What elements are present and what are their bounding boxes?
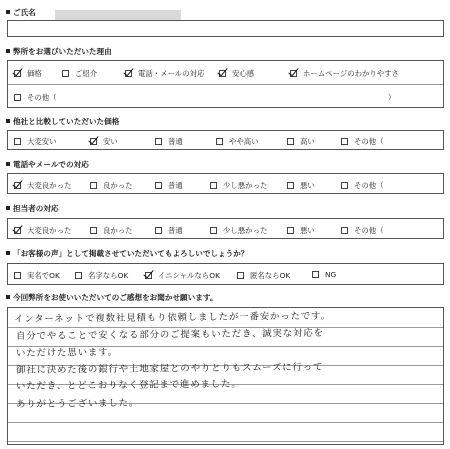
publish-label-surname: 名字ならOK [88, 271, 129, 280]
contact-section-title: 電話やメールでの対応 [6, 159, 89, 170]
comment-line-6: ありがとうございました。 [15, 397, 140, 410]
staff-label-other: その他（ [354, 226, 384, 235]
price-label-high: 高い [300, 137, 315, 146]
staff-checkbox-normal[interactable] [155, 227, 162, 234]
contact-checkbox-other[interactable] [341, 182, 348, 189]
reason-label-homepage: ホームページのわかりやすさ [303, 69, 399, 78]
contact-checkbox-very-good[interactable] [14, 182, 21, 189]
staff-option-other[interactable] [341, 225, 384, 236]
publish-label-initials: イニシャルならOK [158, 271, 220, 280]
contact-checkbox-slightly-bad[interactable] [210, 182, 217, 189]
staff-checkbox-slightly-bad[interactable] [210, 227, 217, 234]
price-checkbox-high[interactable] [287, 138, 294, 145]
reason-option-homepage[interactable] [290, 68, 399, 79]
reason-checkbox-homepage[interactable] [290, 70, 297, 77]
price-option-high[interactable] [287, 136, 315, 147]
reason-option-reassurance[interactable] [219, 68, 254, 79]
reason-checkbox-price[interactable] [14, 70, 21, 77]
contact-option-bad[interactable] [287, 180, 315, 191]
reason-checkbox-other[interactable] [14, 94, 21, 101]
staff-label-slightly-bad: 少し悪かった [223, 226, 268, 235]
price-checkbox-other[interactable] [341, 138, 348, 145]
publish-option-initials[interactable] [145, 270, 220, 281]
price-option-cheap[interactable] [90, 136, 118, 147]
price-checkbox-very-cheap[interactable] [14, 138, 21, 145]
publish-box [7, 263, 444, 285]
comment-line-4: 御社に決めた後の銀行や土地家屋とのやりとりもスムーズに行って [15, 361, 324, 376]
staff-label-very-good: 大変良かった [27, 226, 72, 235]
reason-option-other[interactable] [14, 92, 57, 103]
staff-label-bad: 悪い [300, 226, 315, 235]
reason-other-close-paren: ） [388, 93, 396, 102]
publish-option-surname[interactable] [75, 270, 128, 281]
price-label-very-cheap: 大変安い [27, 137, 57, 146]
price-section-title: 他社と比較していただいた価格 [6, 116, 119, 127]
contact-label-other: その他（ [354, 181, 384, 190]
comment-line-3: いただけた思います。 [15, 346, 119, 359]
reason-label-other: その他（ [27, 93, 57, 102]
staff-option-normal[interactable] [155, 225, 183, 236]
contact-option-normal[interactable] [155, 180, 183, 191]
publish-checkbox-ng[interactable] [312, 271, 319, 278]
contact-checkbox-normal[interactable] [155, 182, 162, 189]
price-option-other[interactable] [341, 136, 384, 147]
contact-option-slightly-bad[interactable] [210, 180, 267, 191]
contact-label-normal: 普通 [168, 181, 183, 190]
reason-checkbox-referral[interactable] [62, 70, 69, 77]
publish-option-anonymous[interactable] [237, 270, 290, 281]
name-field[interactable] [7, 20, 444, 37]
price-label-somewhat-high: やや高い [229, 137, 259, 146]
publish-label-real-name: 実名でOK [27, 271, 60, 280]
price-checkbox-normal[interactable] [155, 138, 162, 145]
reason-option-referral[interactable] [62, 68, 97, 79]
contact-option-other[interactable] [341, 180, 384, 191]
price-option-very-cheap[interactable] [14, 136, 57, 147]
staff-checkbox-good[interactable] [90, 227, 97, 234]
price-label-normal: 普通 [168, 137, 183, 146]
price-option-normal[interactable] [155, 136, 183, 147]
publish-option-real-name[interactable] [14, 270, 60, 281]
price-checkbox-somewhat-high[interactable] [216, 138, 223, 145]
staff-label-good: 良かった [103, 226, 133, 235]
staff-label-normal: 普通 [168, 226, 183, 235]
price-label-other: その他（ [354, 137, 384, 146]
contact-label-slightly-bad: 少し悪かった [223, 181, 268, 190]
contact-label-good: 良かった [103, 181, 133, 190]
comment-line-2: 自分でやることで安くなる部分のご提案もいただき、誠実な対応を [15, 327, 324, 342]
staff-checkbox-bad[interactable] [287, 227, 294, 234]
publish-label-ng: NG [325, 270, 337, 279]
price-checkbox-cheap[interactable] [90, 138, 97, 145]
staff-option-good[interactable] [90, 225, 133, 236]
staff-section-title: 担当者の対応 [6, 203, 59, 214]
contact-label-bad: 悪い [300, 181, 315, 190]
contact-option-good[interactable] [90, 180, 133, 191]
staff-checkbox-very-good[interactable] [14, 227, 21, 234]
staff-option-very-good[interactable] [14, 225, 71, 236]
price-option-somewhat-high[interactable] [216, 136, 259, 147]
contact-option-very-good[interactable] [14, 180, 71, 191]
contact-checkbox-good[interactable] [90, 182, 97, 189]
reason-checkbox-reassurance[interactable] [219, 70, 226, 77]
reason-option-phone-mail[interactable] [125, 68, 204, 79]
comment-line-5: いただき、とどこおりなく登記まで進めました。 [15, 378, 242, 392]
price-label-cheap: 安い [103, 137, 118, 146]
reasons-section-title: 弊所をお選びいただいた理由 [6, 46, 112, 57]
name-section-title: ご氏名 [6, 7, 36, 18]
staff-option-slightly-bad[interactable] [210, 225, 267, 236]
staff-checkbox-other[interactable] [341, 227, 348, 234]
contact-label-very-good: 大変良かった [27, 181, 72, 190]
reason-option-price[interactable] [14, 68, 42, 79]
publish-checkbox-real-name[interactable] [14, 272, 21, 279]
reason-label-price: 価格 [27, 69, 42, 78]
reason-checkbox-phone-mail[interactable] [125, 70, 132, 77]
staff-option-bad[interactable] [287, 225, 315, 236]
reason-label-phone-mail: 電話・メールの対応 [138, 69, 205, 78]
contact-checkbox-bad[interactable] [287, 182, 294, 189]
publish-label-anonymous: 匿名ならOK [250, 271, 291, 280]
reason-label-referral: ご紹介 [75, 69, 98, 78]
reason-label-reassurance: 安心感 [232, 69, 255, 78]
publish-checkbox-anonymous[interactable] [237, 272, 244, 279]
publish-checkbox-initials[interactable] [145, 272, 152, 279]
publish-option-ng[interactable] [312, 270, 336, 279]
publish-checkbox-surname[interactable] [75, 272, 82, 279]
comment-line-1: インターネットで複数社見積もり依頼しましたが一番安かったです。 [13, 310, 331, 325]
comment-section-title: 今回弊所をお使いいただいてのご感想をお聞かせ願います。 [6, 292, 217, 303]
publish-section-title: 「お客様の声」として掲載させていただいてもよろしいでしょうか？ [6, 248, 248, 259]
